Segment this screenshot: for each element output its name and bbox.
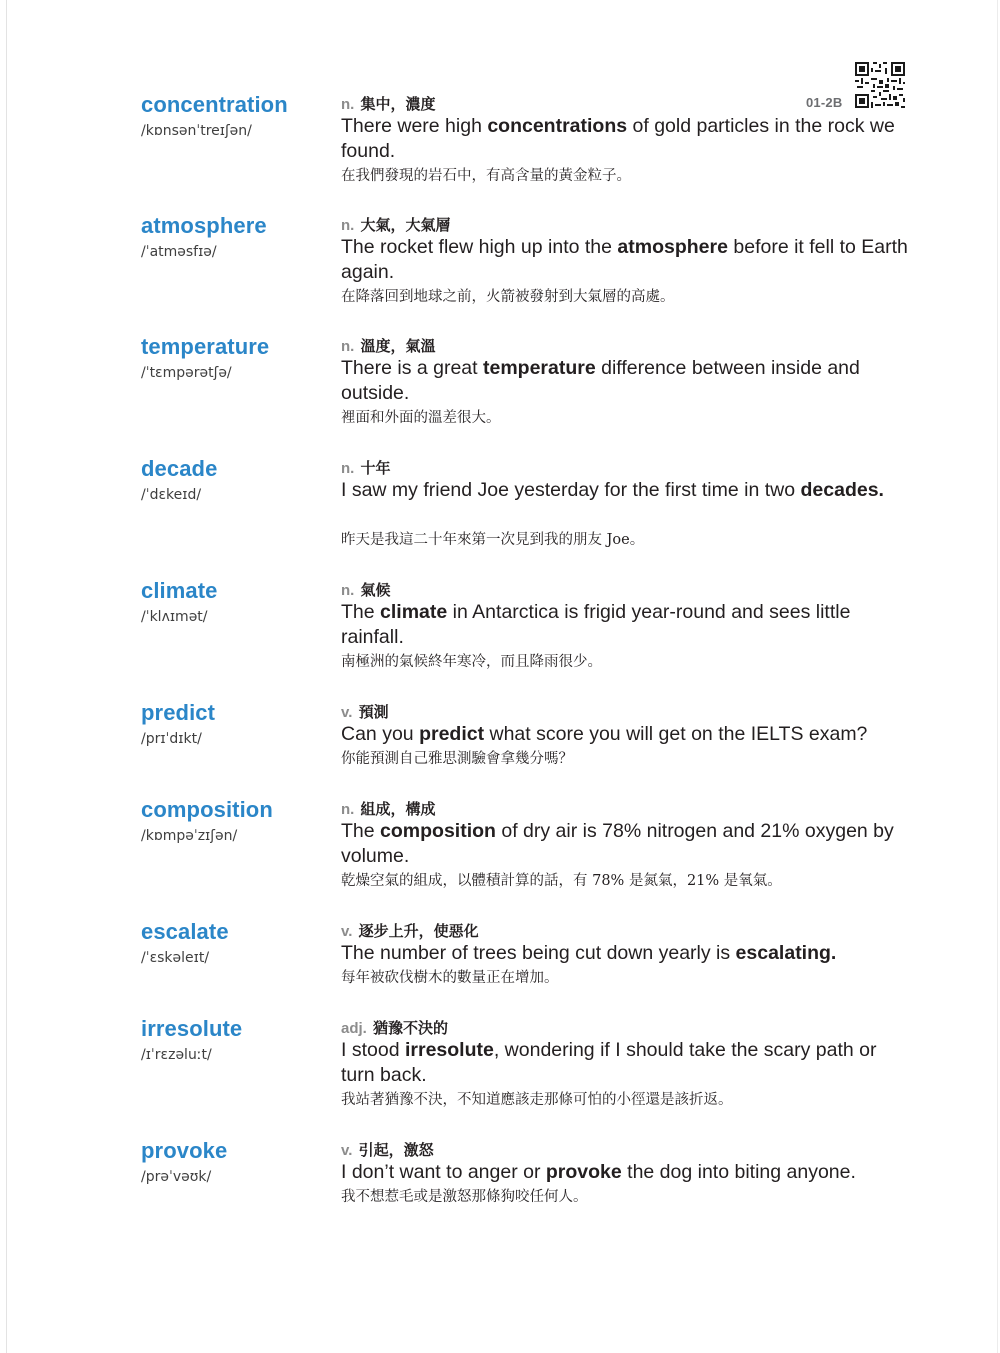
pronunciation: /kɒnsənˈtreɪʃən/ — [141, 123, 252, 139]
example-sentence: The climate in Antarctica is frigid year-round and sees little rainfall. — [341, 601, 851, 648]
example-sentence: The rocket flew high up into the atmosphere before it fell to Earth again. — [341, 236, 908, 283]
part-of-speech: n. — [341, 801, 355, 818]
headword: composition — [141, 797, 273, 822]
translation: 昨天是我這二十年來第一次見到我的朋友 Joe。 — [341, 532, 645, 548]
qr-code-icon — [853, 60, 907, 110]
headword: atmosphere — [141, 213, 267, 238]
definition — [341, 93, 436, 114]
example-keyword: escalating. — [735, 942, 837, 964]
meaning: 引起，激怒 — [358, 1142, 434, 1159]
definition — [341, 457, 391, 478]
meaning: 逐步上升，使惡化 — [358, 923, 479, 940]
pronunciation: /ˈtɛmpərətʃə/ — [141, 365, 232, 381]
definition — [341, 214, 451, 235]
definition — [341, 579, 391, 600]
meaning: 氣候 — [360, 582, 391, 599]
part-of-speech: v. — [341, 704, 353, 721]
pronunciation: /ˈklʌɪmət/ — [141, 609, 208, 625]
example-keyword: provoke — [545, 1161, 622, 1183]
meaning: 組成，構成 — [360, 801, 436, 818]
definition — [341, 798, 436, 819]
pronunciation: /ˈɛskəleɪt/ — [141, 950, 210, 966]
part-of-speech: adj. — [341, 1020, 367, 1037]
example-keyword: concentrations — [487, 115, 628, 137]
part-of-speech: n. — [341, 582, 355, 599]
definition — [341, 335, 436, 356]
headword: concentration — [141, 92, 288, 117]
headword: climate — [141, 578, 218, 603]
example-keyword: decades. — [800, 479, 884, 501]
example-keyword: atmosphere — [617, 236, 728, 258]
example-sentence: The composition of dry air is 78% nitrogen and 21% oxygen by volume. — [341, 820, 894, 867]
meaning: 溫度，氣溫 — [360, 338, 436, 355]
headword: irresolute — [141, 1016, 243, 1041]
translation: 乾燥空氣的組成，以體積計算的話，有 78% 是氮氣，21% 是氧氣。 — [341, 873, 782, 889]
example-sentence: I don’t want to anger or provoke the dog into biting anyone. — [341, 1161, 856, 1183]
example-sentence: I saw my friend Joe yesterday for the first time in two decades. — [341, 479, 884, 501]
definition — [341, 920, 479, 941]
example-keyword: composition — [380, 820, 496, 842]
meaning: 十年 — [360, 460, 391, 477]
definition — [341, 701, 389, 722]
page-edge-right — [997, 0, 998, 1353]
example-sentence: The number of trees being cut down yearly is escalating. — [341, 942, 837, 964]
example-keyword: irresolute — [404, 1039, 494, 1061]
pronunciation: /ˈatməsfɪə/ — [141, 244, 217, 260]
part-of-speech: v. — [341, 923, 353, 940]
translation: 我不想惹毛或是激怒那條狗咬任何人。 — [341, 1189, 588, 1205]
pronunciation: /prɪˈdɪkt/ — [141, 731, 202, 747]
example-sentence: I stood irresolute, wondering if I should take the scary path or turn back. — [341, 1039, 877, 1086]
part-of-speech: n. — [341, 217, 355, 234]
example-sentence: There were high concentrations of gold particles in the rock we found. — [341, 115, 895, 162]
headword: predict — [141, 700, 216, 725]
pronunciation: /ɪˈrɛzəluːt/ — [141, 1047, 212, 1063]
example-keyword: climate — [380, 601, 448, 623]
translation: 你能預測自己雅思測驗會拿幾分嗎？ — [341, 751, 573, 767]
part-of-speech: n. — [341, 96, 355, 113]
headword: escalate — [141, 919, 229, 944]
translation: 在我們發現的岩石中，有高含量的黃金粒子。 — [341, 168, 631, 184]
part-of-speech: n. — [341, 460, 355, 477]
example-sentence: Can you predict what score you will get on the IELTS exam? — [341, 723, 868, 745]
example-keyword: predict — [419, 723, 485, 745]
pronunciation: /prəˈvəʊk/ — [141, 1169, 212, 1185]
headword: provoke — [141, 1138, 228, 1163]
example-sentence: There is a great temperature difference between inside and outside. — [341, 357, 860, 404]
translation: 我站著猶豫不決，不知道應該走那條可怕的小徑還是該折返。 — [341, 1092, 733, 1108]
translation: 在降落回到地球之前，火箭被發射到大氣層的高處。 — [341, 289, 675, 305]
meaning: 猶豫不決的 — [373, 1020, 449, 1037]
page-edge-left — [6, 0, 7, 1353]
headword: decade — [141, 456, 218, 481]
audio-track-label: 01-2B — [806, 95, 843, 110]
meaning: 大氣，大氣層 — [360, 217, 451, 234]
meaning: 集中，濃度 — [360, 96, 436, 113]
part-of-speech: v. — [341, 1142, 353, 1159]
part-of-speech: n. — [341, 338, 355, 355]
translation: 裡面和外面的溫差很大。 — [341, 410, 501, 426]
definition — [341, 1139, 434, 1160]
headword: temperature — [141, 334, 270, 359]
meaning: 預測 — [358, 704, 389, 721]
translation: 每年被砍伐樹木的數量正在增加。 — [341, 970, 559, 986]
pronunciation: /kɒmpəˈzɪʃən/ — [141, 828, 238, 844]
definition — [341, 1017, 448, 1038]
pronunciation: /ˈdɛkeɪd/ — [141, 487, 202, 503]
translation: 南極洲的氣候終年寒冷，而且降雨很少。 — [341, 654, 602, 670]
example-keyword: temperature — [482, 357, 596, 379]
